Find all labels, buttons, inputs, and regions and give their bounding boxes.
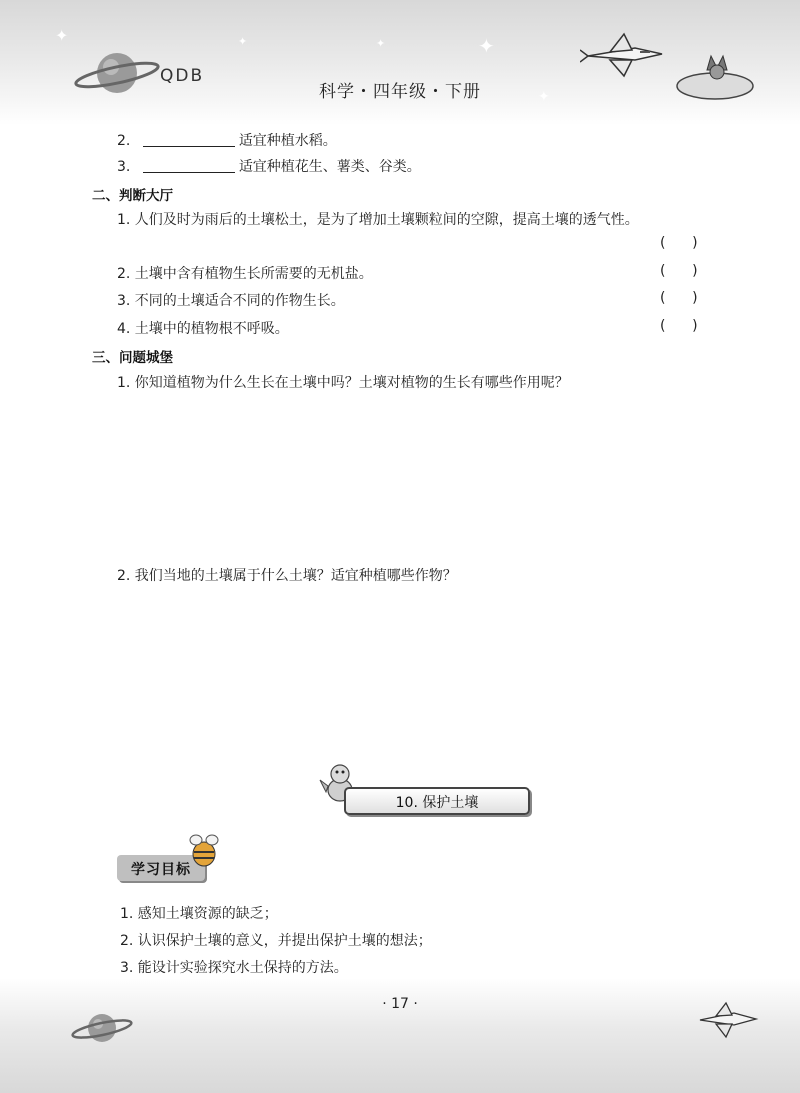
lesson-title: 10. 保护土壤	[395, 795, 479, 811]
answer-blank[interactable]	[143, 158, 235, 173]
judgment-item: 4. 土壤中的植物根不呼吸。	[117, 321, 289, 337]
judgment-item: 1. 人们及时为雨后的土壤松土，是为了增加土壤颗粒间的空隙，提高土壤的透气性。	[117, 212, 639, 228]
page-number: · 17 ·	[382, 996, 418, 1012]
answer-blank[interactable]	[143, 132, 235, 147]
learning-goal-item: 1. 感知土壤资源的缺乏；	[120, 906, 278, 922]
fill-item	[117, 156, 421, 176]
judgment-item: 2. 土壤中含有植物生长所需要的无机盐。	[117, 266, 373, 282]
planet-icon	[70, 1008, 134, 1048]
space-shuttle-icon	[694, 1000, 760, 1040]
judgment-item: 3. 不同的土壤适合不同的作物生长。	[117, 293, 345, 309]
space-shuttle-icon	[580, 30, 670, 80]
section-heading: 三、问题城堡	[92, 350, 173, 366]
happy-genie-logo	[673, 52, 755, 102]
lesson-title-banner	[344, 787, 530, 815]
answer-parentheses[interactable]: ( )	[660, 263, 698, 279]
item-number: 3.	[117, 159, 131, 175]
brand-logo: QDB	[160, 66, 205, 86]
book-title: 科学・四年级・下册	[319, 82, 481, 102]
sparkle-icon: ✦	[478, 34, 495, 58]
answer-parentheses[interactable]: ( )	[660, 235, 698, 251]
section-heading: 二、判断大厅	[92, 188, 173, 204]
answer-parentheses[interactable]: ( )	[660, 290, 698, 306]
question-item: 2. 我们当地的土壤属于什么土壤？适宜种植哪些作物？	[117, 568, 457, 584]
sparkle-icon: ✦	[376, 37, 386, 50]
sparkle-icon: ✦	[238, 35, 248, 48]
learning-goal-item: 2. 认识保护土壤的意义，并提出保护土壤的想法；	[120, 933, 432, 949]
bee-mascot-icon	[186, 832, 222, 870]
answer-parentheses[interactable]: ( )	[660, 318, 698, 334]
sparkle-icon: ✦	[538, 89, 550, 105]
sparkle-icon: ✦	[55, 26, 69, 45]
fill-item	[117, 130, 337, 150]
question-item: 1. 你知道植物为什么生长在土壤中吗？土壤对植物的生长有哪些作用呢？	[117, 375, 569, 391]
learning-goal-item: 3. 能设计实验探究水土保持的方法。	[120, 960, 348, 976]
item-number: 2.	[117, 133, 131, 149]
item-text: 适宜种植花生、薯类、谷类。	[238, 159, 421, 175]
learning-goals-label: 学习目标	[131, 862, 191, 878]
item-text: 适宜种植水稻。	[238, 133, 337, 149]
